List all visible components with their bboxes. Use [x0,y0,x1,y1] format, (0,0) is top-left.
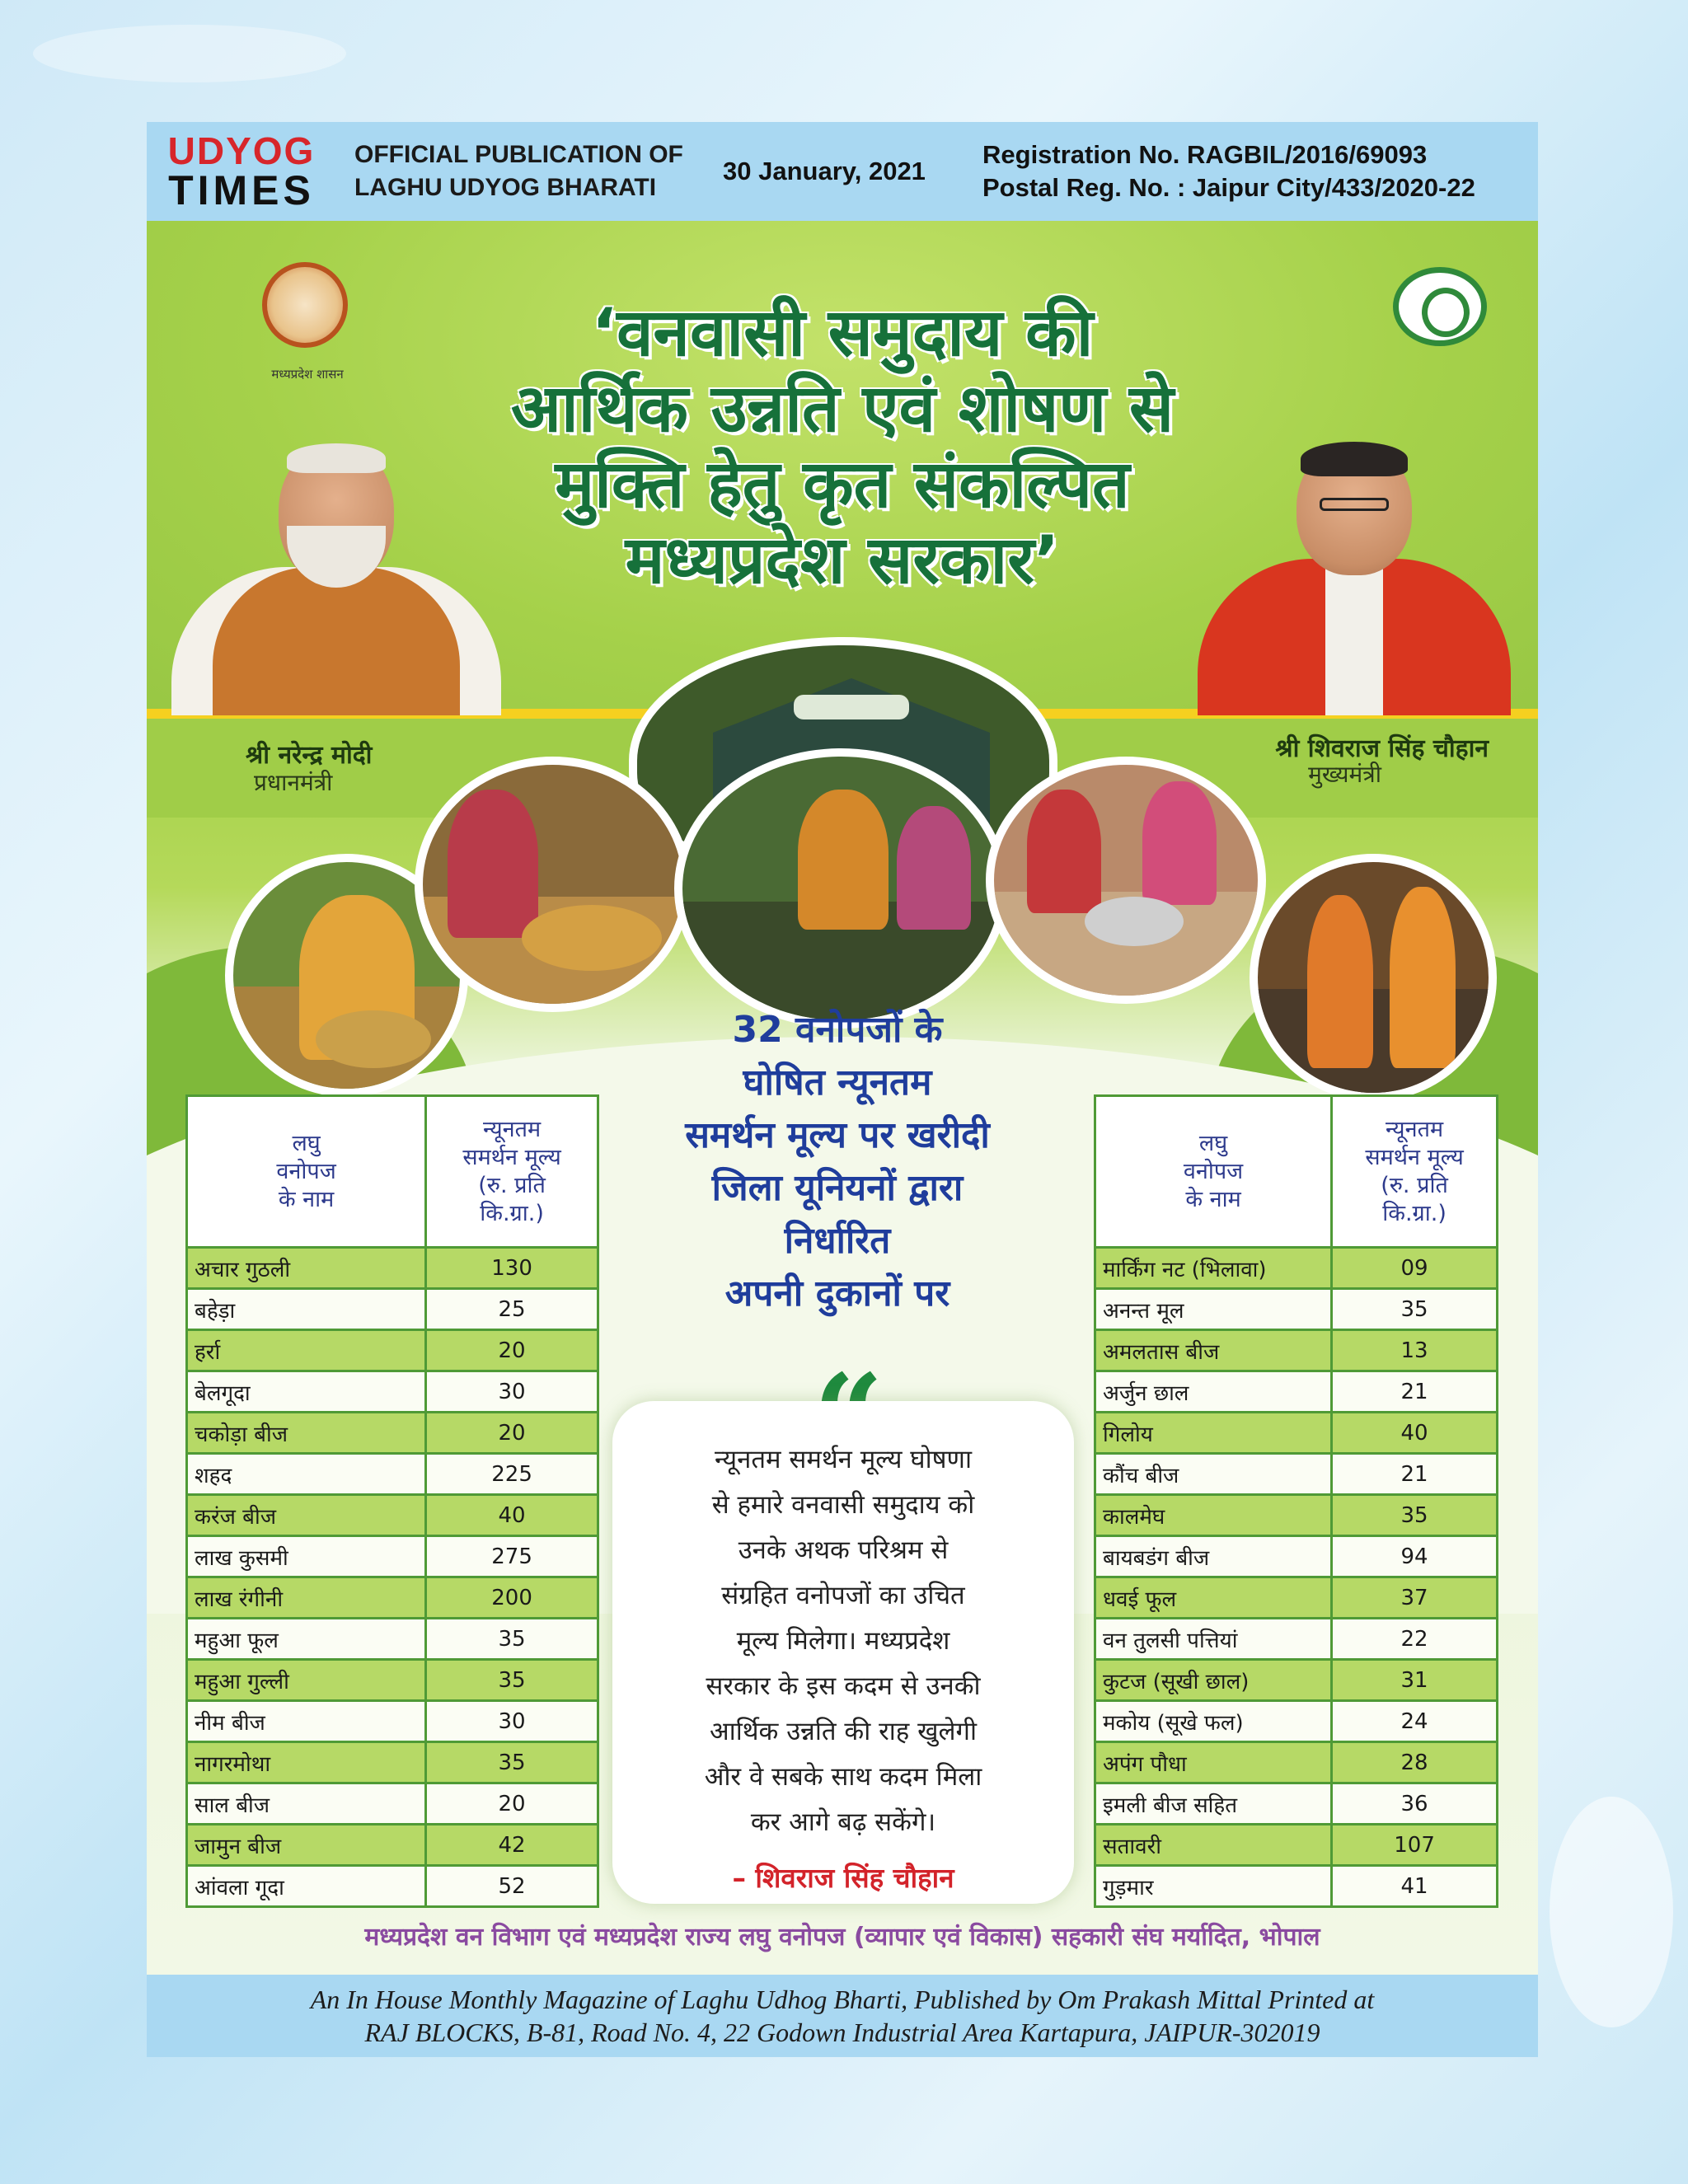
registration-info [982,138,1475,204]
price-table-left [185,1094,599,1908]
table-row: मार्किंग नट (भिलावा) 09 [1095,1248,1498,1289]
table-row: बेलगूदा 30 [187,1371,598,1413]
quote-author: – शिवराज सिंह चौहान [732,1862,954,1894]
photo-women-forest [1250,854,1497,1101]
announcement-line: अपनी दुकानों पर [724,1272,950,1315]
quote-line: कर आगे बढ़ सकेंगे। [750,1807,936,1837]
issue-date: 30 January, 2021 [723,157,926,185]
logo-line-2: TIMES [168,167,315,213]
table-row: कालमेघ 35 [1095,1495,1498,1536]
forest-department-logo-icon [1393,267,1487,346]
background-glow [33,25,346,82]
table-row: सतावरी 107 [1095,1825,1498,1866]
table-row: शहद 225 [187,1454,598,1495]
right-person-title: मुख्यमंत्री [1308,761,1381,788]
table-row: गुड़मार 41 [1095,1866,1498,1907]
table-row: महुआ फूल 35 [187,1619,598,1660]
publication-info [354,138,701,204]
background-glow [1550,1797,1673,2027]
quote-line: संग्रहित वनोपजों का उचित [721,1581,965,1610]
column-header-price: न्यूनतम समर्थन मूल्य (रु. प्रति कि.ग्रा.) [426,1096,598,1248]
poster-footer: मध्यप्रदेश वन विभाग एवं मध्यप्रदेश राज्य लघु वनोपज (व्यापार एवं विकास) सहकारी संघ मर्यादित, भोपाल [364,1923,1320,1952]
publisher-imprint [147,1975,1538,2057]
photo-weighing-seeds [415,757,691,1012]
portrait-right [1181,443,1527,715]
headline-line: मध्यप्रदेश सरकार’ [625,522,1060,598]
headline-line: मुक्ति हेतु कृत संकल्पित [555,446,1130,523]
price-table-right [1094,1094,1498,1908]
table-row: नागरमोथा 35 [187,1742,598,1783]
column-header-name: लघु वनोपज के नाम [1095,1096,1332,1248]
table-row: कौंच बीज 21 [1095,1454,1498,1495]
headline-line: ‘वनवासी समुदाय की [591,294,1094,371]
poster-headline [427,295,1258,598]
portrait-vest [213,567,460,715]
registration-number: Registration No. RAGBIL/2016/69093 [982,140,1428,169]
portrait-shirt [1325,559,1383,715]
udyog-times-logo[interactable] [147,122,336,221]
table-row: इमली बीज सहित 36 [1095,1783,1498,1825]
table-row: जामुन बीज 42 [187,1825,598,1866]
table-row: चकोड़ा बीज 20 [187,1413,598,1454]
announcement-line: जिला यूनियनों द्वारा [711,1167,964,1209]
table-header-row [187,1096,598,1248]
masthead [147,122,1538,221]
quote-line: और वे सबके साथ कदम मिला [704,1762,982,1792]
publication-line-1: OFFICIAL PUBLICATION OF [354,141,683,168]
quote-line: न्यूनतम समर्थन मूल्य घोषणा [714,1445,972,1474]
table-row: अनन्त मूल 35 [1095,1289,1498,1330]
shop-sign [794,695,909,719]
table-row: अपंग पौधा 28 [1095,1742,1498,1783]
left-person-name: श्री नरेन्द्र मोदी [246,741,373,770]
table-row: अचार गुठली 130 [187,1248,598,1289]
table-row: महुआ गुल्ली 35 [187,1660,598,1701]
seal-caption: मध्यप्रदेश शासन [271,367,344,382]
photo-women-collecting [674,748,1008,1029]
quote-line: मूल्य मिलेगा। मध्यप्रदेश [736,1626,950,1656]
logo-line-1: UDYOG [167,129,316,172]
column-header-name: लघु वनोपज के नाम [187,1096,426,1248]
table-row: लाख रंगीनी 200 [187,1577,598,1619]
quote-line: उनके अथक परिश्रम से [738,1535,949,1565]
portrait-left [163,443,509,715]
table-row: मकोय (सूखे फल) 24 [1095,1701,1498,1742]
table-row: साल बीज 20 [187,1783,598,1825]
center-announcement [598,1004,1076,1320]
quote-line: सरकार के इस कदम से उनकी [706,1671,981,1701]
photo-women-cooking [986,757,1266,1004]
table-row: गिलोय 40 [1095,1413,1498,1454]
postal-registration: Postal Reg. No. : Jaipur City/433/2020-22 [982,173,1475,202]
glasses-icon [1320,498,1389,511]
table-row: कुटज (सूखी छाल) 31 [1095,1660,1498,1701]
mp-government-seal-icon [262,262,348,348]
portrait-hair [287,443,386,473]
announcement-line: निर्धारित [784,1220,891,1262]
table-row: आंवला गूदा 52 [187,1866,598,1907]
announcement-line: 32 वनोपजों के [732,1009,943,1051]
table-row: बायबडंग बीज 94 [1095,1536,1498,1577]
quote-box [612,1401,1074,1904]
portrait-hair [1301,442,1408,476]
table-row: अमलतास बीज 13 [1095,1330,1498,1371]
table-row: हर्रा 20 [187,1330,598,1371]
quote-line: से हमारे वनवासी समुदाय को [711,1490,975,1520]
table-row: बहेड़ा 25 [187,1289,598,1330]
table-row: अर्जुन छाल 21 [1095,1371,1498,1413]
column-header-price: न्यूनतम समर्थन मूल्य (रु. प्रति कि.ग्रा.) [1332,1096,1498,1248]
publication-line-2: LAGHU UDYOG BHARATI [354,174,657,201]
table-row: लाख कुसमी 275 [187,1536,598,1577]
announcement-line: घोषित न्यूनतम [743,1062,932,1104]
headline-line: आर्थिक उन्नति एवं शोषण से [510,370,1175,447]
table-header-row [1095,1096,1498,1248]
left-person-title: प्रधानमंत्री [254,769,333,796]
table-row: नीम बीज 30 [187,1701,598,1742]
table-row: करंज बीज 40 [187,1495,598,1536]
quote-line: आर्थिक उन्नति की राह खुलेगी [710,1717,977,1746]
table-row: धवई फूल 37 [1095,1577,1498,1619]
announcement-line: समर्थन मूल्य पर खरीदी [685,1114,990,1156]
advertisement-poster [147,221,1538,1975]
right-person-name: श्री शिवराज सिंह चौहान [1275,734,1489,763]
imprint-line-2: RAJ BLOCKS, B-81, Road No. 4, 22 Godown Industrial Area Kartapura, JAIPUR-302019 [364,2018,1320,2047]
table-row: वन तुलसी पत्तियां 22 [1095,1619,1498,1660]
imprint-line-1: An In House Monthly Magazine of Laghu Udhog Bharti, Published by Om Prakash Mittal Printed at [310,1985,1375,2014]
